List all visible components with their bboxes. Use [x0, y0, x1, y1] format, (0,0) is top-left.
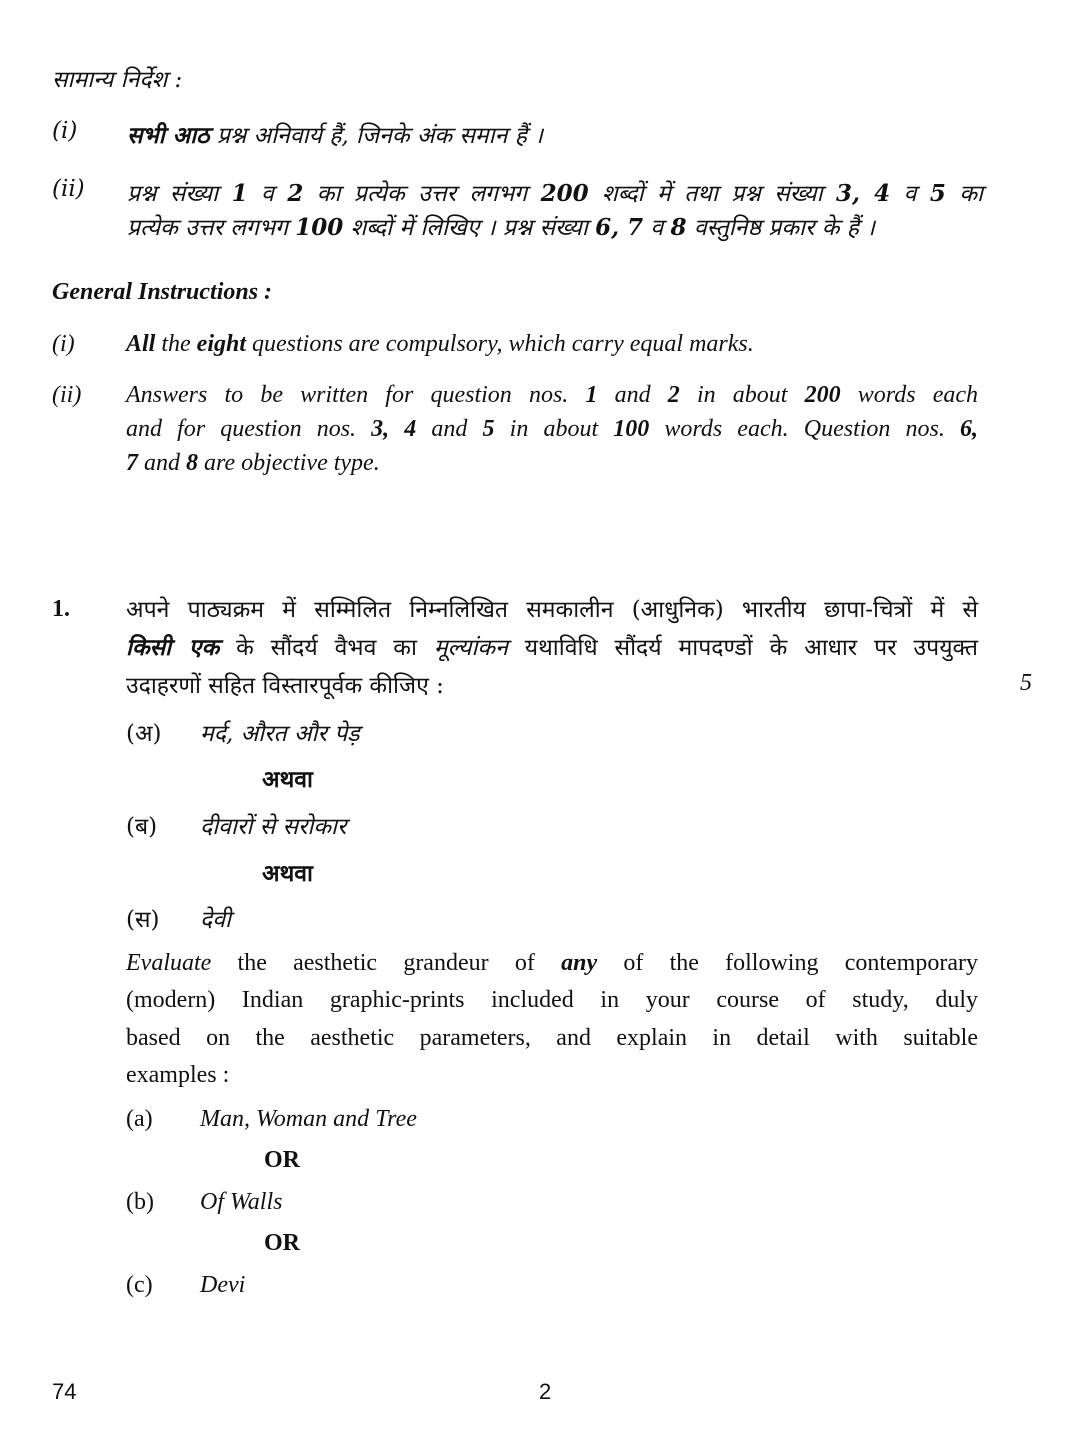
option-text: मर्द, औरत और पेड़	[200, 721, 360, 747]
italic-text: Evaluate	[126, 950, 212, 976]
text: the aesthetic grandeur of	[211, 950, 562, 976]
text: व	[247, 181, 288, 207]
hindi-instructions-heading: सामान्य निर्देश :	[52, 67, 183, 93]
bold-number: 8	[186, 450, 198, 476]
bold-number: 7	[126, 450, 138, 476]
bold-number: 3, 4	[835, 180, 891, 207]
bold-number: 100	[295, 214, 344, 241]
option-text: दीवारों से सरोकार	[200, 814, 347, 840]
option-label: (a)	[126, 1106, 153, 1132]
text: प्रत्येक उत्तर लगभग	[127, 215, 296, 241]
bold-number: 8	[670, 214, 687, 241]
text: and	[138, 450, 186, 476]
bold-number: 5	[482, 416, 495, 442]
or-separator: अथवा	[262, 860, 314, 887]
question-english-line3: based on the aesthetic parameters, and explain in detail with suitable	[126, 1025, 978, 1051]
bold-number: 2	[287, 180, 304, 207]
bold-text: All	[126, 331, 156, 357]
english-instruction-1	[126, 331, 754, 358]
question-english-line2: (modern) Indian graphic-prints included in your course of study, duly	[126, 987, 978, 1013]
hindi-instruction-1	[127, 118, 543, 150]
hindi-instruction-num: (i)	[52, 118, 78, 144]
bold-number: 6,	[960, 416, 978, 442]
text: and for question nos.	[126, 416, 372, 442]
english-instruction-2-line1	[126, 382, 978, 409]
hindi-instruction-2-line2	[127, 210, 875, 242]
text: and	[416, 416, 483, 442]
text: व	[890, 181, 930, 207]
option-label: (स)	[126, 907, 160, 933]
english-instruction-num: (ii)	[52, 382, 82, 408]
text: the	[155, 331, 197, 357]
hindi-instruction-num: (ii)	[52, 176, 85, 202]
text: of the following contemporary	[597, 950, 978, 976]
text: and	[597, 382, 668, 408]
or-separator: अथवा	[262, 766, 314, 793]
option-text: Of Walls	[200, 1189, 283, 1215]
page-number: 2	[539, 1379, 552, 1404]
option-text: Devi	[200, 1272, 246, 1298]
or-separator: OR	[264, 1230, 300, 1256]
text: in about	[679, 382, 805, 408]
text: प्रश्न संख्या	[127, 181, 232, 207]
paper-code: 74	[52, 1379, 77, 1404]
text: का	[945, 181, 983, 207]
english-instruction-2-line2	[126, 416, 978, 443]
question-marks: 5	[1020, 670, 1032, 696]
text: के सौंदर्य वैभव का	[219, 635, 434, 661]
text: are objective type.	[198, 450, 380, 476]
text: words each. Question nos.	[649, 416, 960, 442]
question-english-line1	[126, 950, 978, 977]
bold-text: eight	[196, 331, 247, 357]
question-english-line4: examples :	[126, 1062, 230, 1088]
english-instruction-2-line3	[126, 450, 380, 477]
text: words each	[840, 382, 979, 408]
text: शब्दों में तथा प्रश्न संख्या	[588, 181, 836, 207]
option-label: (ब)	[126, 814, 158, 840]
option-label: (b)	[126, 1189, 154, 1215]
question-number: 1.	[52, 596, 70, 622]
bold-italic-text: किसी एक	[126, 634, 220, 661]
bold-number: 200	[540, 180, 589, 207]
question-hindi-line1: अपने पाठ्यक्रम में सम्मिलित निम्नलिखित समकालीन (आधुनिक) भारतीय छापा-चित्रों में से	[126, 597, 978, 623]
or-separator: OR	[264, 1147, 300, 1173]
instruction-text: प्रश्न अनिवार्य हैं, जिनके अंक समान हैं ।	[209, 123, 543, 149]
text: Answers to be written for question nos.	[126, 382, 586, 408]
text: यथाविधि सौंदर्य मापदण्डों के आधार पर उपयुक्त	[507, 635, 978, 661]
text: का प्रत्येक उत्तर लगभग	[303, 181, 541, 207]
option-text: Man, Woman and Tree	[200, 1106, 417, 1132]
question-hindi-line2	[126, 630, 978, 662]
bold-italic-text: any	[561, 950, 598, 976]
bold-number: 200	[804, 382, 841, 408]
italic-text: मूल्यांकन	[433, 635, 508, 661]
bold-number: 3, 4	[371, 416, 417, 442]
text: व	[643, 215, 671, 241]
text: questions are compulsory, which carry equal marks.	[246, 331, 754, 357]
english-instruction-num: (i)	[52, 331, 75, 357]
text: शब्दों में लिखिए । प्रश्न संख्या	[343, 215, 596, 241]
text: in about	[494, 416, 614, 442]
hindi-instruction-2-line1	[127, 176, 983, 208]
option-label: (c)	[126, 1272, 153, 1298]
text: वस्तुनिष्ठ प्रकार के हैं ।	[686, 215, 875, 241]
english-instructions-heading: General Instructions :	[52, 279, 273, 305]
bold-number: 2	[667, 382, 680, 408]
bold-number: 100	[613, 416, 650, 442]
option-label: (अ)	[126, 721, 162, 747]
bold-text: सभी आठ	[127, 122, 210, 149]
bold-number: 5	[929, 180, 946, 207]
bold-number: 1	[231, 180, 248, 207]
bold-number: 1	[585, 382, 598, 408]
option-text: देवी	[200, 907, 231, 933]
question-hindi-line3: उदाहरणों सहित विस्तारपूर्वक कीजिए :	[126, 673, 444, 699]
bold-number: 6, 7	[595, 214, 644, 241]
